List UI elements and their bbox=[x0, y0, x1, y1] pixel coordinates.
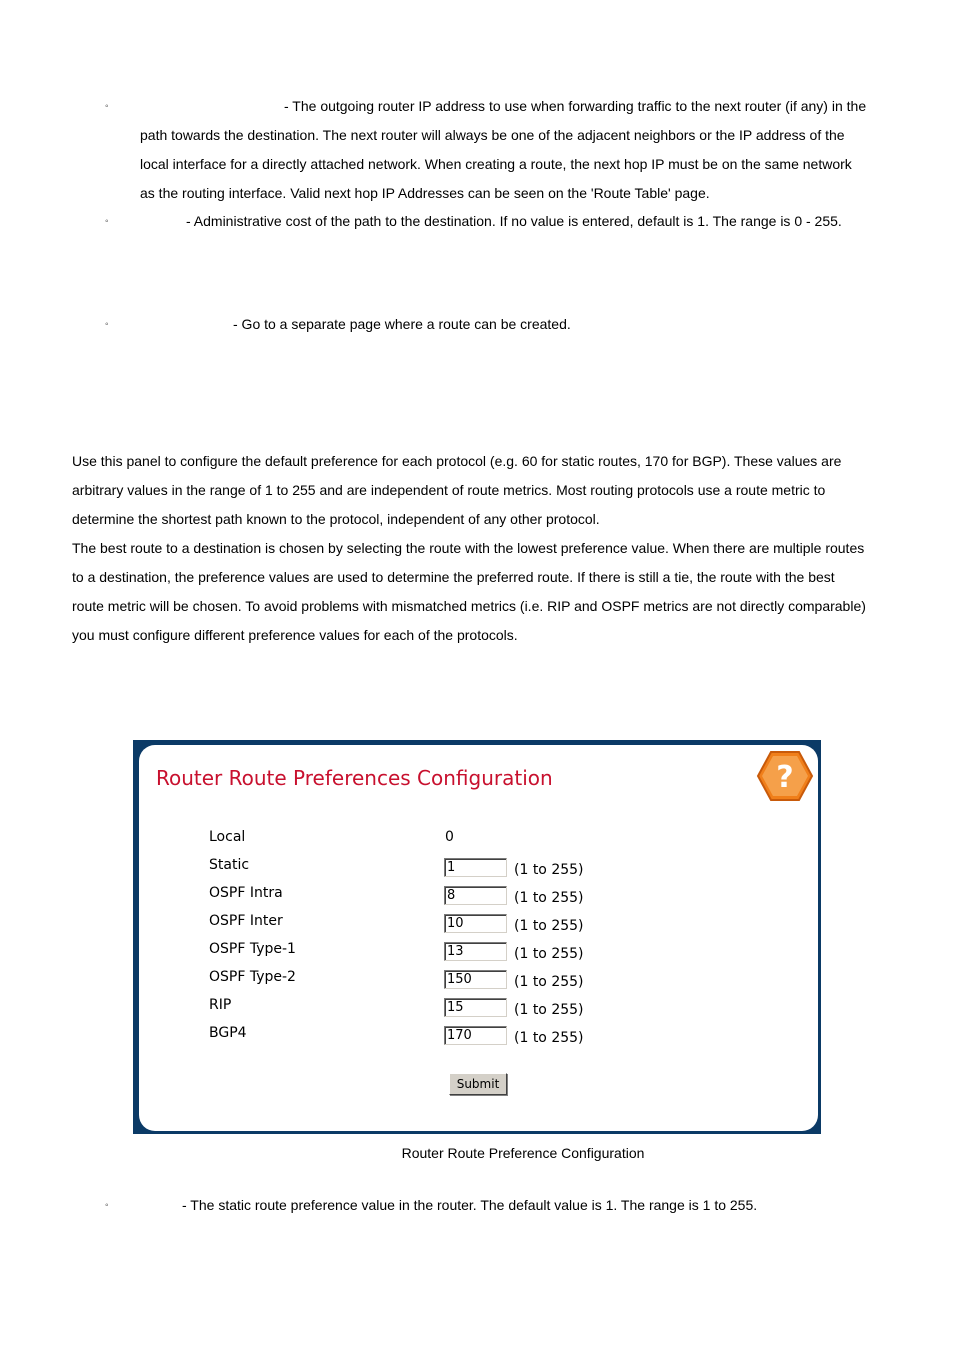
figure-caption: Router Route Preference Configuration bbox=[401, 1145, 645, 1161]
help-icon[interactable] bbox=[756, 749, 814, 803]
intro-line: arbitrary values in the range of 1 to 255 and are independent of route metrics. Most routing protocols use a route metric to bbox=[72, 482, 826, 498]
label-ospf-type-2: OSPF Type-2 bbox=[209, 969, 296, 985]
intro-line: you must configure different preference values for each of the protocols. bbox=[72, 627, 518, 643]
ospf-type-2-input[interactable] bbox=[444, 970, 507, 989]
intro-line: The best route to a destination is chosen by selecting the route with the lowest preference value. When there are multiple routes bbox=[72, 540, 865, 556]
bullet-line: - Administrative cost of the path to the destination. If no value is entered, default is 1. The range is 0 - 255. bbox=[186, 213, 842, 229]
bullet-line: - The static route preference value in the router. The default value is 1. The range is 1 to 255. bbox=[182, 1197, 758, 1213]
range-hint: (1 to 255) bbox=[514, 1030, 584, 1046]
intro-line: route metric will be chosen. To avoid problems with mismatched metrics (i.e. RIP and OSPF metrics are not directly comparable) bbox=[72, 598, 866, 614]
local-value: 0 bbox=[445, 829, 454, 845]
label-local: Local bbox=[209, 829, 246, 845]
range-hint: (1 to 255) bbox=[514, 1002, 584, 1018]
label-rip: RIP bbox=[209, 997, 232, 1013]
range-hint: (1 to 255) bbox=[514, 974, 584, 990]
ospf-intra-input[interactable] bbox=[444, 886, 507, 905]
label-bgp4: BGP4 bbox=[209, 1025, 247, 1041]
label-ospf-intra: OSPF Intra bbox=[209, 885, 283, 901]
bullet-mark: ◦ bbox=[105, 216, 109, 227]
panel-body bbox=[139, 745, 818, 1131]
label-ospf-type-1: OSPF Type-1 bbox=[209, 941, 296, 957]
label-ospf-inter: OSPF Inter bbox=[209, 913, 283, 929]
intro-line: to a destination, the preference values are used to determine the preferred route. If there is still a tie, the route with the best bbox=[72, 569, 835, 585]
bullet-line: local interface for a directly attached network. When creating a route, the next hop IP must be on the same network bbox=[140, 156, 852, 172]
bullet-mark: ◦ bbox=[105, 101, 109, 112]
intro-line: determine the shortest path known to the protocol, independent of any other protocol. bbox=[72, 511, 600, 527]
bullet-line: as the routing interface. Valid next hop IP Addresses can be seen on the 'Route Table' page. bbox=[140, 185, 710, 201]
bullet-line: - Go to a separate page where a route can be created. bbox=[233, 316, 571, 332]
static-input[interactable] bbox=[444, 858, 507, 877]
label-static: Static bbox=[209, 857, 250, 873]
bullet-mark: ◦ bbox=[105, 1200, 109, 1211]
svg-text:?: ? bbox=[776, 760, 794, 795]
range-hint: (1 to 255) bbox=[514, 918, 584, 934]
range-hint: (1 to 255) bbox=[514, 890, 584, 906]
range-hint: (1 to 255) bbox=[514, 946, 584, 962]
rip-input[interactable] bbox=[444, 998, 507, 1017]
submit-button[interactable]: Submit bbox=[449, 1073, 507, 1095]
ospf-type-1-input[interactable] bbox=[444, 942, 507, 961]
ospf-inter-input[interactable] bbox=[444, 914, 507, 933]
bullet-line: - The outgoing router IP address to use when forwarding traffic to the next router (if any) in the bbox=[284, 98, 867, 114]
range-hint: (1 to 255) bbox=[514, 862, 584, 878]
bullet-mark: ◦ bbox=[105, 319, 109, 330]
bullet-line: path towards the destination. The next router will always be one of the adjacent neighbors or the IP address of the bbox=[140, 127, 845, 143]
preferences-panel bbox=[133, 740, 821, 1134]
intro-line: Use this panel to configure the default preference for each protocol (e.g. 60 for static routes, 170 for BGP). These values are bbox=[72, 453, 842, 469]
bullet-next-hop-text bbox=[140, 92, 890, 208]
intro-paragraph bbox=[72, 447, 890, 650]
panel-title: Router Route Preferences Configuration bbox=[156, 766, 553, 790]
bgp4-input[interactable] bbox=[444, 1026, 507, 1045]
